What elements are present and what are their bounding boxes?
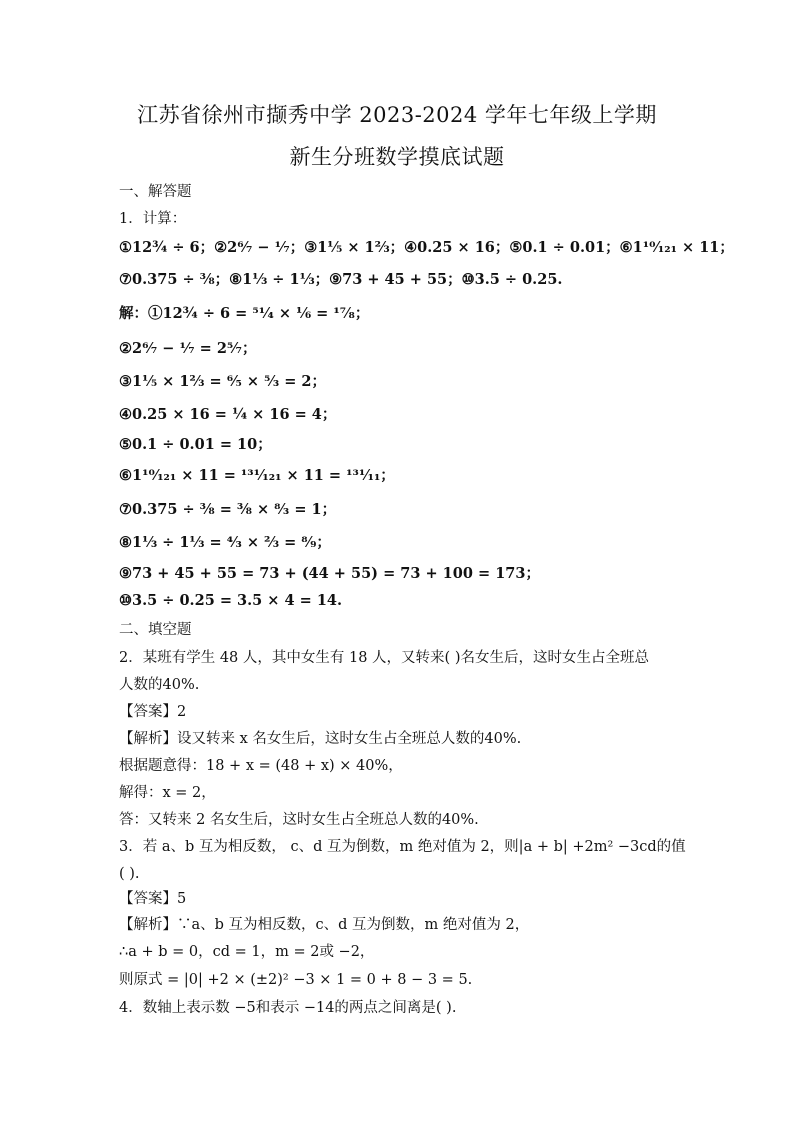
solution-line-6: ⑥1¹⁰⁄₁₂₁ × 11 = ¹³¹⁄₁₂₁ × 11 = ¹³¹⁄₁₁； [119, 467, 395, 484]
question-3-analysis: 【解析】∵a、b 互为相反数，c、d 互为倒数，m 绝对值为 2， [119, 917, 530, 933]
question-2-stem-cont: 人数的40%. [119, 677, 200, 693]
solution-line-2: ②2⁶⁄₇ − ¹⁄₇ = 2⁵⁄₇； [119, 340, 257, 357]
question-3-stem: 3．若 a、b 互为相反数， c、d 互为倒数，m 绝对值为 2，则|a + b| +2m² −3cd的值 [119, 839, 686, 855]
solution-line-1: 解：①12¾ ÷ 6 = ⁵¹⁄₄ × ⅙ = ¹⁷⁄₈； [119, 305, 370, 322]
solution-line-7: ⑦0.375 ÷ ⅜ = ⅜ × ⁸⁄₃ = 1； [119, 501, 337, 518]
question-1-items-a: ①12¾ ÷ 6；②2⁶⁄₇ − ¹⁄₇；③1⅕ × 1⅔；④0.25 × 16；⑤0.1 ÷ 0.01；⑥1¹⁰⁄₁₂₁ × 11； [119, 239, 734, 256]
question-4-stem: 4．数轴上表示数 −5和表示 −14的两点之间离是( ). [119, 1000, 457, 1016]
question-2-analysis: 【解析】设又转来 x 名女生后，这时女生占全班总人数的40%. [119, 731, 522, 747]
section-heading-answer-questions: 一、解答题 [119, 184, 192, 200]
question-3-answer: 【答案】5 [119, 891, 187, 907]
question-1-stem: 1．计算： [119, 211, 187, 227]
question-3-step-2: 则原式 = |0| +2 × (±2)² −3 × 1 = 0 + 8 − 3 = 5. [119, 972, 473, 988]
solution-line-8: ⑧1⅓ ÷ 1⅓ = ⁴⁄₃ × ⅔ = ⁸⁄₉； [119, 534, 331, 551]
solution-line-9: ⑨73 + 45 + 55 = 73 + (44 + 55) = 73 + 100 = 173； [119, 565, 540, 582]
question-1-items-b: ⑦0.375 ÷ ⅜；⑧1⅓ ÷ 1⅓；⑨73 + 45 + 55；⑩3.5 ÷ 0.25. [119, 271, 563, 288]
question-2-stem: 2．某班有学生 48 人，其中女生有 18 人，又转来( )名女生后，这时女生占全班总 [119, 650, 649, 666]
section-heading-fill-blank: 二、填空题 [119, 622, 192, 638]
question-3-step-1: ∴a + b = 0，cd = 1，m = 2或 −2， [119, 944, 375, 960]
solution-line-5: ⑤0.1 ÷ 0.01 = 10； [119, 436, 272, 453]
solution-line-3: ③1⅕ × 1⅔ = ⁶⁄₅ × ⁵⁄₃ = 2； [119, 373, 327, 390]
document-title-line-1: 江苏省徐州市撷秀中学 2023-2024 学年七年级上学期 [137, 103, 657, 127]
solution-line-4: ④0.25 × 16 = ¼ × 16 = 4； [119, 406, 337, 423]
question-3-blank: ( ). [119, 866, 140, 882]
question-2-answer: 【答案】2 [119, 704, 187, 720]
question-2-solve: 解得：x = 2， [119, 785, 216, 801]
solution-line-10: ⑩3.5 ÷ 0.25 = 3.5 × 4 = 14. [119, 592, 343, 609]
document-title-line-2: 新生分班数学摸底试题 [289, 145, 505, 169]
question-2-reply: 答：又转来 2 名女生后，这时女生占全班总人数的40%. [119, 812, 479, 828]
question-2-equation: 根据题意得：18 + x = (48 + x) × 40%， [119, 758, 403, 774]
